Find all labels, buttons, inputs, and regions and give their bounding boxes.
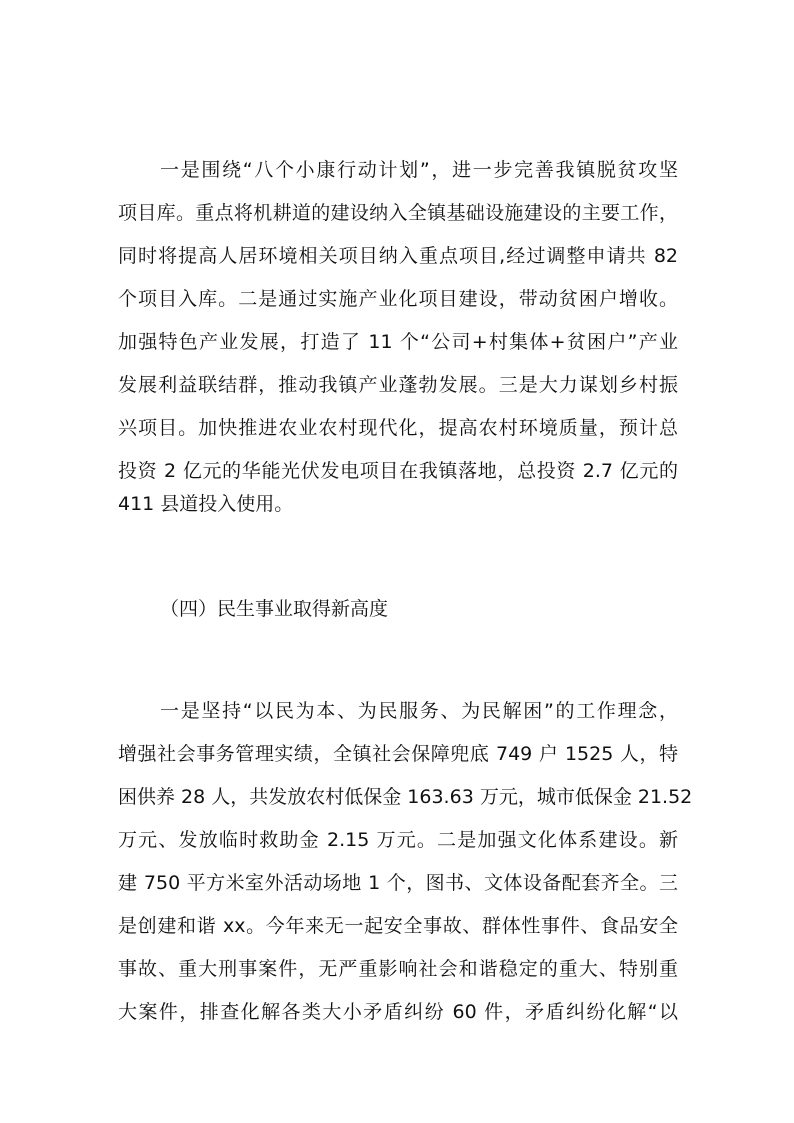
text-line: 建 750 平方米室外活动场地 1 个，图书、文体设备配套齐全。三	[118, 872, 678, 894]
text-line: 发展利益联结群，推动我镇产业蓬勃发展。三是大力谋划乡村振	[118, 374, 678, 396]
text-line: 兴项目。加快推进农业农村现代化，提高农村环境质量，预计总	[118, 417, 678, 439]
text-line: 411 县道投入使用。	[118, 493, 294, 515]
text-line: 一是围绕“八个小康行动计划”，进一步完善我镇脱贫攻坚	[160, 159, 678, 181]
text-line: 困供养 28 人，共发放农村低保金 163.63 万元，城市低保金 21.52	[118, 786, 693, 808]
text-line: 万元、发放临时救助金 2.15 万元。二是加强文化体系建设。新	[118, 829, 678, 851]
text-line: 个项目入库。二是通过实施产业化项目建设，带动贫困户增收。	[118, 288, 678, 310]
text-line: 事故、重大刑事案件，无严重影响社会和谐稳定的重大、特别重	[118, 958, 678, 980]
section-heading: （四）民生事业取得新高度	[160, 598, 389, 620]
text-line: 投资 2 亿元的华能光伏发电项目在我镇落地，总投资 2.7 亿元的	[118, 460, 678, 482]
text-line: 增强社会事务管理实绩，全镇社会保障兜底 749 户 1525 人，特	[118, 743, 678, 765]
text-line: 是创建和谐 xx。今年来无一起安全事故、群体性事件、食品安全	[118, 915, 678, 937]
text-line: 一是坚持“以民为本、为民服务、为民解困”的工作理念，	[160, 700, 678, 722]
text-line: 同时将提高人居环境相关项目纳入重点项目,经过调整申请共 82	[118, 245, 678, 267]
text-line: 项目库。重点将机耕道的建设纳入全镇基础设施建设的主要工作，	[118, 202, 678, 224]
text-line: 大案件，排查化解各类大小矛盾纠纷 60 件，矛盾纠纷化解“以	[118, 1001, 678, 1023]
text-line: 加强特色产业发展，打造了 11 个“公司+村集体+贫困户”产业	[118, 331, 678, 353]
